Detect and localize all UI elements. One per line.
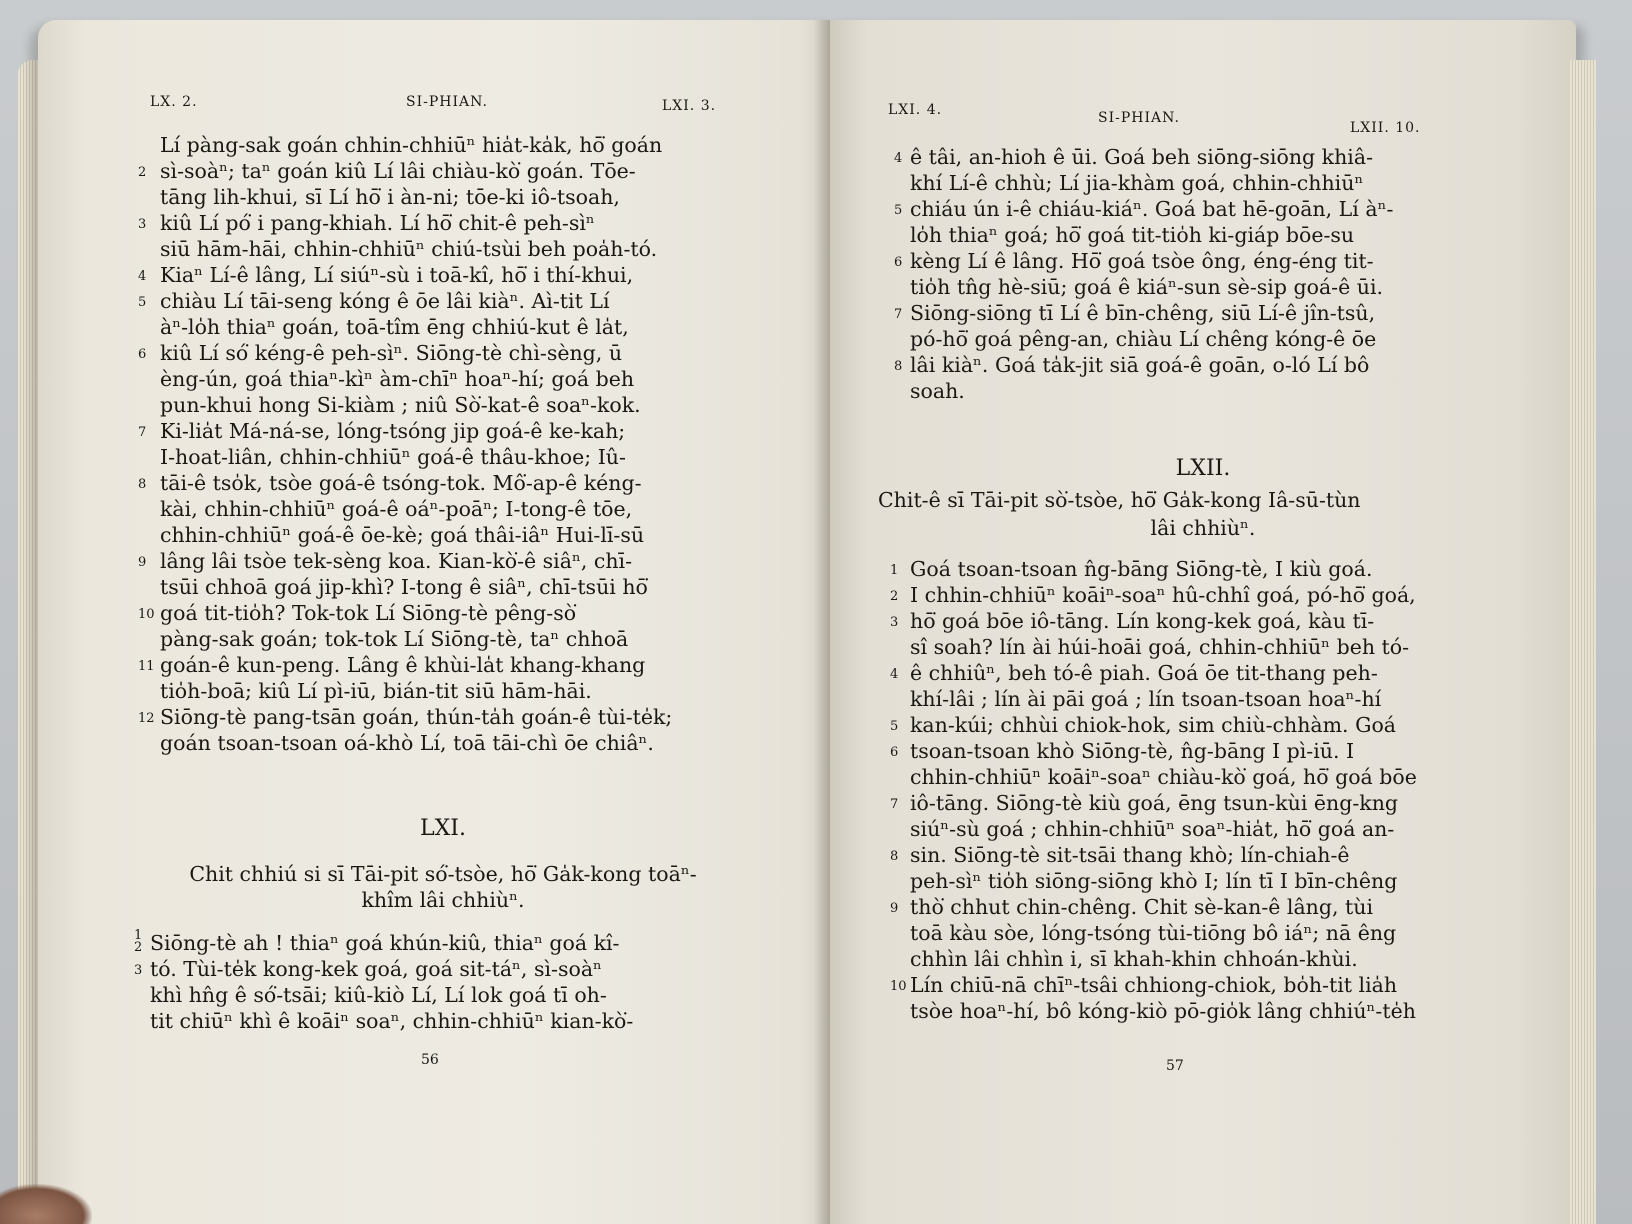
text-line xyxy=(890,894,1470,920)
line-text: kiû Lí só͘ kéng-ê peh-sìⁿ. Siōng-tè chì-sèng, ū xyxy=(160,341,623,365)
line-text: Ki-lia̍t Má-ná-se, lóng-tsóng jip goá-ê ke-kah; xyxy=(160,419,626,443)
verse-number: 6 xyxy=(890,745,899,760)
verse-number: 5 xyxy=(138,295,147,310)
line-text: peh-sìⁿ tio̍h siōng-siōng khò I; lín tī I bīn-chêng xyxy=(910,869,1398,893)
verse-number: 5 xyxy=(894,203,903,218)
text-line xyxy=(138,652,730,678)
line-text: lo̍h thiaⁿ goá; hō͘ goá tit-tio̍h ki-giáp bōe-su xyxy=(910,223,1355,247)
text-line xyxy=(910,378,1458,404)
line-text: kài, chhin-chhiūⁿ goá-ê oáⁿ-poāⁿ; I-tong-ê tōe, xyxy=(160,497,633,521)
text-line xyxy=(160,184,730,210)
verse-number: 4 xyxy=(894,151,903,166)
line-text: goá tit-tio̍h? Tok-tok Lí Siōng-tè pêng-sò͘ xyxy=(160,601,577,625)
text-line xyxy=(894,248,1458,274)
text-line xyxy=(138,548,730,574)
left-subtitle-line-1: Chit chhiú si sī Tāi-pit só͘-tsòe, hō͘ Ga̍k-kong toāⁿ- xyxy=(189,862,697,886)
verse-number: 1 2 xyxy=(134,928,143,955)
line-text: tio̍h tn̂g hè-siū; goá ê kiáⁿ-sun sè-sip goá-ê ūi. xyxy=(910,275,1384,299)
verse-number: 9 xyxy=(138,555,147,570)
text-line xyxy=(138,158,730,184)
line-text: Siōng-siōng tī Lí ê bīn-chêng, siū Lí-ê jîn-tsû, xyxy=(910,301,1376,325)
verse-number: 2 xyxy=(138,165,147,180)
verse-number: 8 xyxy=(894,359,903,374)
line-text: chiàu Lí tāi-seng kóng ê ōe lâi kiàⁿ. Aì-tit Lí xyxy=(160,289,610,313)
line-text: Lín chiū-nā chīⁿ-tsâi chhiong-chiok, bo̍h-tit lia̍h xyxy=(910,973,1398,997)
text-line xyxy=(138,600,730,626)
text-line xyxy=(160,236,730,262)
left-subtitle-line-2: khîm lâi chhiùⁿ. xyxy=(361,888,525,912)
text-line xyxy=(910,274,1458,300)
line-text: tit chiūⁿ khì ê koāiⁿ soaⁿ, chhin-chhiūⁿ kian-kò͘- xyxy=(150,1009,634,1033)
line-text: tó. Tùi-te̍k kong-kek goá, goá sit-táⁿ, sì-soàⁿ xyxy=(150,957,602,981)
line-text: iô-tāng. Siōng-tè kiù goá, ēng tsun-kùi ēng-kng xyxy=(910,791,1399,815)
verse-number: 7 xyxy=(890,797,899,812)
text-line xyxy=(894,144,1458,170)
thumb xyxy=(0,1184,92,1224)
verse-number: 12 xyxy=(138,711,155,726)
line-text: ê chhiûⁿ, beh tó-ê piah. Goá ōe tit-thang peh- xyxy=(910,661,1378,685)
line-text: kiû Lí pó͘ i pang-khiah. Lí hō͘ chit-ê peh-sìⁿ xyxy=(160,211,595,235)
line-text: khí Lí-ê chhù; Lí jia-khàm goá, chhin-chhiūⁿ xyxy=(910,171,1364,195)
right-header-center: SI-PHIAN. xyxy=(1098,110,1180,126)
text-line xyxy=(138,418,730,444)
line-text: kèng Lí ê lâng. Hō͘ goá tsòe ông, éng-éng tit- xyxy=(910,249,1374,273)
line-text: chhìn lâi chhìn i, sī khah-khin chhoán-khùi. xyxy=(910,947,1358,971)
left-body-text xyxy=(138,132,730,756)
line-text: tsoan-tsoan khò Siōng-tè, n̂g-bāng I pì-iū. I xyxy=(910,739,1355,763)
text-line xyxy=(890,608,1470,634)
text-line xyxy=(890,582,1470,608)
line-text: I-hoat-liân, chhin-chhiūⁿ goá-ê thâu-khoe; Iû- xyxy=(160,445,626,469)
line-text: soah. xyxy=(910,379,965,403)
text-line xyxy=(890,738,1470,764)
verse-number: 10 xyxy=(138,607,155,622)
line-text: siúⁿ-sù goá ; chhin-chhiūⁿ soaⁿ-hia̍t, hō͘ goá an- xyxy=(910,817,1395,841)
verse-number: 11 xyxy=(138,659,155,674)
right-header-right: LXII. 10. xyxy=(1350,120,1421,136)
text-line xyxy=(138,704,730,730)
text-line xyxy=(910,920,1470,946)
text-line xyxy=(160,314,730,340)
line-text: Kiaⁿ Lí-ê lâng, Lí siúⁿ-sù i toā-kî, hō͘ i thí-khui, xyxy=(160,263,634,287)
verse-number: 4 xyxy=(138,269,147,284)
text-line xyxy=(160,626,730,652)
line-text: khí-lâi ; lín ài pāi goá ; lín tsoan-tsoan hoaⁿ-hí xyxy=(910,687,1382,711)
text-line xyxy=(138,340,730,366)
line-text: èng-ún, goá thiaⁿ-kìⁿ àm-chīⁿ hoaⁿ-hí; goá beh xyxy=(160,367,635,391)
text-line xyxy=(910,222,1458,248)
verse-number: 7 xyxy=(894,307,903,322)
text-line xyxy=(134,928,730,956)
left-header-left: LX. 2. xyxy=(150,94,198,110)
text-line xyxy=(138,210,730,236)
text-line xyxy=(910,764,1470,790)
text-line xyxy=(910,326,1458,352)
right-section-heading: LXII. xyxy=(1175,456,1231,481)
right-body-text xyxy=(894,144,1458,404)
line-text: chhin-chhiūⁿ koāiⁿ-soaⁿ chiàu-kò͘ goá, hō͘ goá bōe xyxy=(910,765,1417,789)
verse-number: 5 xyxy=(890,719,899,734)
left-header-center: SI-PHIAN. xyxy=(406,94,488,110)
text-line xyxy=(134,956,730,982)
verse-number: 1 xyxy=(890,563,899,578)
verse-number: 8 xyxy=(138,477,147,492)
line-text: pàng-sak goán; tok-tok Lí Siōng-tè, taⁿ chhoā xyxy=(160,627,629,651)
line-text: tio̍h-boā; kiû Lí pì-iū, bián-tit siū hām-hāi. xyxy=(160,679,592,703)
text-line xyxy=(910,634,1470,660)
line-text: chiáu ún i-ê chiáu-kiáⁿ. Goá bat hē-goān, Lí àⁿ- xyxy=(910,197,1394,221)
text-line xyxy=(150,982,730,1008)
line-text: Siōng-tè pang-tsān goán, thún-ta̍h goán-ê tùi-te̍k; xyxy=(160,705,673,729)
right-body-text-2 xyxy=(890,556,1470,1024)
verse-number: 3 xyxy=(138,217,147,232)
text-line xyxy=(910,816,1470,842)
line-text: kan-kúi; chhùi chiok-hok, sim chiù-chhàm. Goá xyxy=(910,713,1397,737)
text-line xyxy=(910,170,1458,196)
line-text: thò͘ chhut chin-chêng. Chit sè-kan-ê lâng, tùi xyxy=(910,895,1374,919)
text-line xyxy=(890,972,1470,998)
line-text: goán-ê kun-peng. Lâng ê khùi-la̍t khang-khang xyxy=(160,653,646,677)
text-line xyxy=(160,366,730,392)
verse-number: 6 xyxy=(894,255,903,270)
text-line xyxy=(160,496,730,522)
verse-number: 7 xyxy=(138,425,147,440)
text-line xyxy=(138,288,730,314)
line-text: tsòe hoaⁿ-hí, bô kóng-kiò pō-gio̍k lâng chhiúⁿ-te̍h xyxy=(910,999,1416,1023)
line-text: tāng lih-khui, sī Lí hō͘ i àn-ni; tōe-ki iô-tsoah, xyxy=(160,185,620,209)
line-text: tsūi chhoā goá jip-khì? I-tong ê siâⁿ, chī-tsūi hō͘ xyxy=(160,575,648,599)
line-text: I chhin-chhiūⁿ koāiⁿ-soaⁿ hû-chhî goá, pó-hō͘ goá, xyxy=(910,583,1416,607)
left-body-text-2 xyxy=(134,928,730,1034)
verse-number: 3 xyxy=(134,963,143,978)
text-line xyxy=(160,730,730,756)
left-section-heading: LXI. xyxy=(420,816,466,841)
text-line xyxy=(910,686,1470,712)
text-line xyxy=(910,946,1470,972)
line-text: khì hn̂g ê só͘-tsāi; kiû-kiò Lí, Lí lok goá tī oh- xyxy=(150,983,607,1007)
line-text: pun-khui hong Si-kiàm ; niû Sò͘-kat-ê soaⁿ-kok. xyxy=(160,393,641,417)
left-header-right: LXI. 3. xyxy=(662,98,717,114)
line-text: siū hām-hāi, chhin-chhiūⁿ chiú-tsùi beh poa̍h-tó. xyxy=(160,237,658,261)
right-subtitle-line-2: lâi chhiùⁿ. xyxy=(1150,516,1256,540)
line-text: pó-hō͘ goá pêng-an, chiàu Lí chêng kóng-ê ōe xyxy=(910,327,1377,351)
line-text: tāi-ê tso̍k, tsòe goá-ê tsóng-tok. Mô͘-ap-ê kéng- xyxy=(160,471,642,495)
left-page-number: 56 xyxy=(421,1052,439,1068)
text-line xyxy=(160,678,730,704)
line-text: hō͘ goá bōe iô-tāng. Lín kong-kek goá, kàu tī- xyxy=(910,609,1375,633)
line-text: chhin-chhiūⁿ goá-ê ōe-kè; goá thâi-iâⁿ Hui-lī-sū xyxy=(160,523,645,547)
text-line xyxy=(160,132,730,158)
text-line xyxy=(890,790,1470,816)
text-line xyxy=(890,842,1470,868)
line-text: goán tsoan-tsoan oá-khò Lí, toā tāi-chì ōe chiâⁿ. xyxy=(160,731,654,755)
text-line xyxy=(160,392,730,418)
line-text: ê tâi, an-hioh ê ūi. Goá beh siōng-siōng khiâ- xyxy=(910,145,1374,169)
text-line xyxy=(890,556,1470,582)
text-line xyxy=(160,574,730,600)
line-text: sî soah? lín ài húi-hoāi goá, chhin-chhiūⁿ beh tó- xyxy=(910,635,1410,659)
open-book xyxy=(18,20,1596,1224)
text-line xyxy=(910,868,1470,894)
line-text: àⁿ-lo̍h thiaⁿ goán, toā-tîm ēng chhiú-kut ê la̍t, xyxy=(160,315,629,339)
right-page-number: 57 xyxy=(1166,1058,1184,1074)
line-text: lâi kiàⁿ. Goá ta̍k-jit siā goá-ê goān, o-ló Lí bô xyxy=(910,353,1370,377)
text-line xyxy=(894,196,1458,222)
verse-number: 6 xyxy=(138,347,147,362)
right-page xyxy=(830,20,1576,1224)
line-text: sin. Siōng-tè sit-tsāi thang khò; lín-chiah-ê xyxy=(910,843,1350,867)
verse-number: 2 xyxy=(890,589,899,604)
text-line xyxy=(894,300,1458,326)
line-text: toā kàu sòe, lóng-tsóng tùi-tiōng bô iáⁿ; nā êng xyxy=(910,921,1397,945)
verse-number: 4 xyxy=(890,667,899,682)
page-edges-right xyxy=(1570,60,1596,1224)
verse-number: 10 xyxy=(890,979,907,994)
line-text: Siōng-tè ah ! thiaⁿ goá khún-kiû, thiaⁿ goá kî- xyxy=(150,931,620,955)
line-text: Goá tsoan-tsoan n̂g-bāng Siōng-tè, I kiù goá. xyxy=(910,557,1373,581)
text-line xyxy=(160,444,730,470)
text-line xyxy=(138,470,730,496)
text-line xyxy=(890,660,1470,686)
line-text: sì-soàⁿ; taⁿ goán kiû Lí lâi chiàu-kò͘ goán. Tōe- xyxy=(160,159,636,183)
line-text: lâng lâi tsòe tek-sèng koa. Kian-kò͘-ê siâⁿ, chī- xyxy=(160,549,633,573)
verse-number: 8 xyxy=(890,849,899,864)
right-header-left: LXI. 4. xyxy=(888,102,943,118)
left-page xyxy=(38,20,848,1224)
verse-number: 9 xyxy=(890,901,899,916)
verse-number: 3 xyxy=(890,615,899,630)
text-line xyxy=(894,352,1458,378)
text-line xyxy=(890,712,1470,738)
right-subtitle-line-1: Chit-ê sī Tāi-pit sò͘-tsòe, hō͘ Ga̍k-kong Iâ-sū-tùn xyxy=(878,488,1361,512)
line-text: Lí pàng-sak goán chhin-chhiūⁿ hia̍t-ka̍k, hō͘ goán xyxy=(160,133,663,157)
text-line xyxy=(160,522,730,548)
text-line xyxy=(150,1008,730,1034)
text-line xyxy=(910,998,1470,1024)
text-line xyxy=(138,262,730,288)
